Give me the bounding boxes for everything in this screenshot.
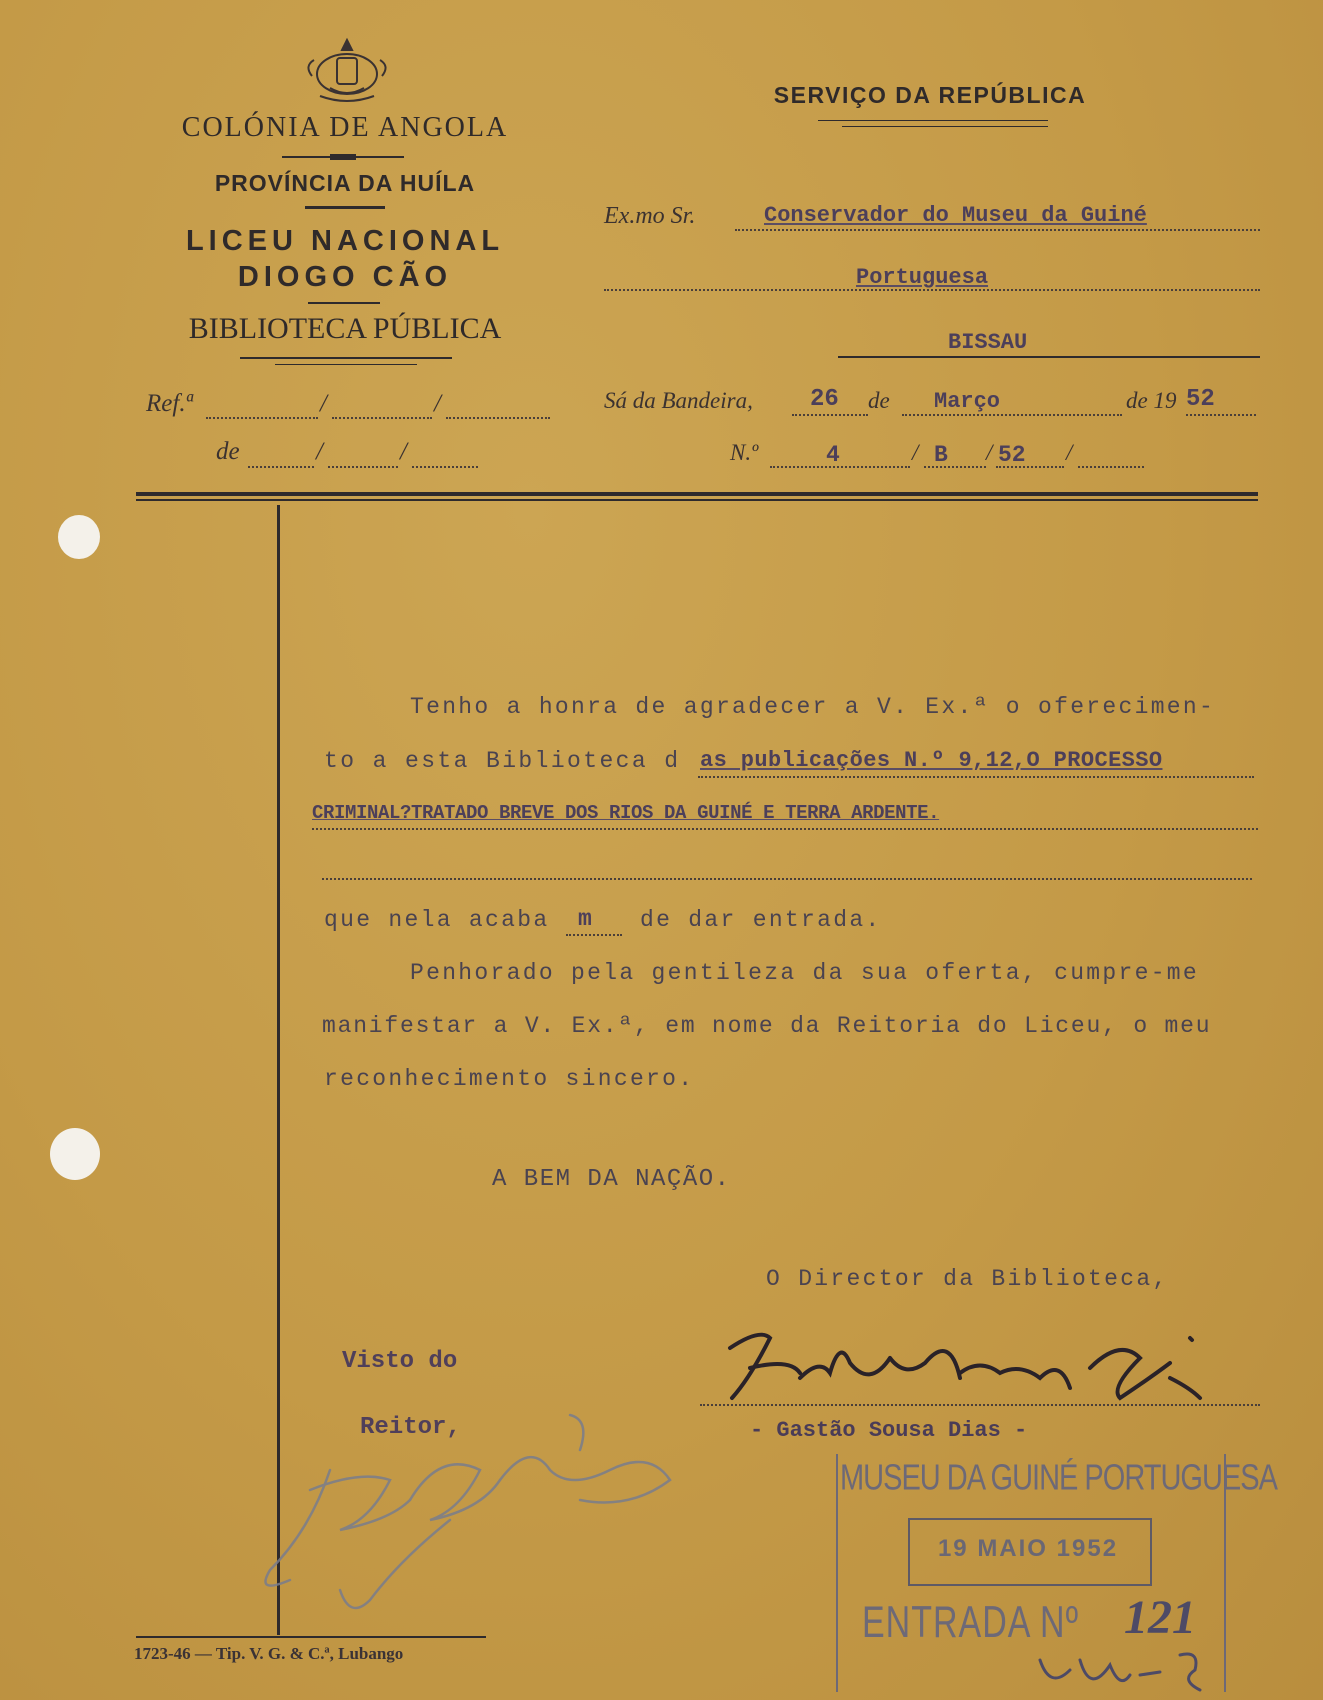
ref-date-field-2 [328,444,398,468]
stamp-entry-number: 121 [1124,1591,1196,1644]
number-year: 52 [998,442,1026,468]
dateline-place: Sá da Bandeira, [604,388,753,413]
school-name-line1: LICEU NACIONAL [185,225,505,257]
body-line-5-a: que nela acaba [324,907,550,933]
recipient-line-3 [838,332,1260,358]
coat-of-arms-icon [300,36,394,106]
stamp-entry-label: ENTRADA Nº [862,1598,1080,1648]
visa-line-1: Visto do [342,1348,458,1375]
library-title: BIBLIOTECA PÚBLICA [188,312,502,345]
ref-field-2 [332,395,432,419]
divider [308,302,380,304]
punch-hole-top [58,515,100,559]
divider-mark [330,154,356,160]
dateline-year: 52 [1186,386,1215,413]
divider [275,364,417,365]
province-title: PROVÍNCIA DA HUÍLA [214,170,476,196]
recipient-city: BISSAU [948,330,1028,355]
stamp-handwriting [1030,1640,1230,1700]
divider [240,357,452,359]
service-title: SERVIÇO DA REPÚBLICA [773,82,1087,108]
stamp-date: 19 MAIO 1952 [937,1535,1119,1562]
ref-date-label: de [216,438,240,465]
body-line-7: manifestar a V. Ex.ª, em nome da Reitoria do Liceu, o meu [322,1013,1212,1039]
divider [838,356,1260,358]
printer-imprint: 1723-46 — Tip. V. G. & C.ª, Lubango [134,1644,404,1663]
dateline-year-prefix: de 19 [1126,388,1177,413]
body-line-3-fill: CRIMINAL?TRATADO BREVE DOS RIOS DA GUINÉ E TERRA ARDENTE. [312,802,940,824]
body-line-5-field [566,910,622,936]
dateline-month: Março [934,389,1001,414]
dateline-year-field [1186,392,1256,416]
number-separator: / [912,440,919,465]
ref-field-3 [446,395,550,419]
body-line-8: reconhecimento sincero. [324,1066,695,1092]
body-line-1: Tenho a honra de agradecer a V. Ex.ª o oferecimen- [410,694,1216,720]
year-separator: / [1066,440,1073,465]
colony-title: COLÓNIA DE ANGOLA [181,112,509,143]
header-rule [136,492,1258,496]
number-field [770,444,910,468]
signer-role: O Director da Biblioteca, [766,1266,1169,1292]
body-line-2-fill: as publicações N.º 9,12,O PROCESSO [700,748,1163,773]
stamp-museum-name: MUSEU DA GUINÉ PORTUGUESA [840,1458,1277,1498]
header-rule-thin [136,499,1258,501]
trailing-field [1078,444,1144,468]
ref-date-field-1 [248,444,314,468]
printer-rule [136,1636,486,1638]
body-line-6: Penhorado pela gentileza da sua oferta, cumpre-me [410,960,1200,986]
rector-signature [250,1410,710,1620]
school-name-line2: DIOGO CÃO [237,261,453,293]
dateline-day: 26 [810,386,839,413]
body-line-5-b: de dar entrada. [640,907,882,933]
dateline-de: de [868,388,890,413]
closing-formula: A BEM DA NAÇÃO. [492,1166,731,1193]
salutation: Ex.mo Sr. [604,203,696,229]
ref-field-1 [206,395,318,419]
number-label: N.º [730,440,759,465]
body-line-2-prefix: to a esta Biblioteca d [324,748,681,774]
punch-hole-bottom [50,1128,100,1180]
recipient-title-cont: Portuguesa [856,265,989,290]
ref-separator: / [400,438,407,465]
ref-date-field-3 [412,444,478,468]
series-separator: / [986,440,993,465]
visa-line-2: Reitor, [360,1414,461,1441]
ref-separator: / [434,390,441,417]
divider [305,206,385,209]
signer-name: - Gastão Sousa Dias - [750,1418,1028,1443]
divider [818,120,1048,121]
recipient-title: Conservador do Museu da Guiné [764,203,1147,228]
series-value: B [934,442,948,468]
ref-separator: / [316,438,323,465]
body-line-5-fill: m [578,906,592,932]
ref-label: Ref.ª [146,390,193,417]
divider [842,126,1048,127]
signature-line [700,1390,1260,1406]
number-value: 4 [826,442,840,468]
body-line-4-field [322,856,1252,880]
ref-separator: / [320,390,327,417]
